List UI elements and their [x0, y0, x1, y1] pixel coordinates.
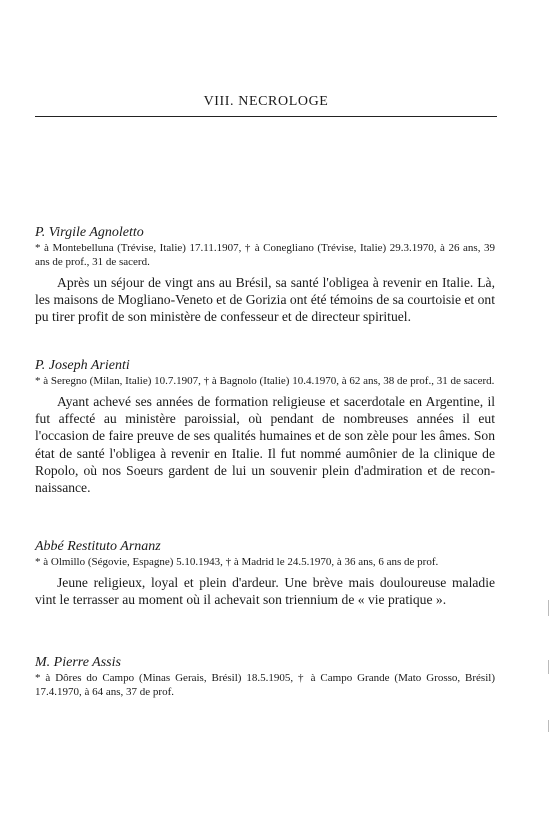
page-title: VIII. NECROLOGE	[203, 94, 329, 109]
entry-dates: * à Olmillo (Ségovie, Espagne) 5.10.1943, † à Madrid le 24.5.1970, à 36 ans, 6 ans de prof.	[35, 556, 439, 568]
entry-name: Abbé Restituto Arnanz	[35, 539, 161, 554]
entry-dates: * à Seregno (Milan, Italie) 10.7.1907, † à Bagnolo (Italie) 10.4.1970, à 62 ans, 38 de prof., 31 de sacerd.	[35, 375, 495, 387]
obituary-entry	[35, 538, 495, 608]
entry-text: Ayant achevé ses années de formation religieuse et sacerdotale en Argentine, il fut affecté au ministère paroissial, où pendant de nombreuses années il eut l'occasion de faire preuve de ses qualités humaines et de son zèle pour les âmes. Son état de santé l'obligea à revenir en Italie. Il fut nommé aumônier de la clinique de Ropolo, où nos Soeurs gardent de lui un souvenir plein d'admiration et de reconnaissance.	[35, 394, 495, 496]
obituary-entry	[35, 654, 495, 699]
obituary-entry	[35, 224, 495, 326]
entry-name: P. Virgile Agnoletto	[35, 225, 144, 240]
header-rule	[35, 116, 497, 117]
entry-name: M. Pierre Assis	[35, 655, 121, 670]
entry-text: Après un séjour de vingt ans au Brésil, sa santé l'obligea à revenir en Italie. Là, les maisons de Mogliano-Veneto et de Gorizia ont été témoins de sa courtoisie et ont pu tirer profit de son ministère de confesseur et de directeur spirituel.	[35, 275, 495, 325]
entry-name: P. Joseph Arienti	[35, 358, 130, 373]
scan-margin-mark	[548, 720, 549, 732]
entry-dates: * à Montebelluna (Trévise, Italie) 17.11.1907, † à Conegliano (Trévise, Italie) 29.3.1970, à 26 ans, 39 ans de prof., 31 de sacerd.	[35, 242, 495, 268]
scan-margin-mark	[548, 600, 549, 616]
entry-dates: * à Dôres do Campo (Minas Gerais, Brésil) 18.5.1905, † à Campo Grande (Mato Grosso, Brésil) 17.4.1970, à 64 ans, 37 de prof.	[35, 672, 495, 698]
entry-text: Jeune religieux, loyal et plein d'ardeur. Une brève mais douloureuse maladie vint le terrasser au moment où il achevait son triennium de « vie pratique ».	[35, 575, 495, 608]
obituary-entry	[35, 357, 495, 496]
scan-margin-mark	[548, 660, 549, 674]
